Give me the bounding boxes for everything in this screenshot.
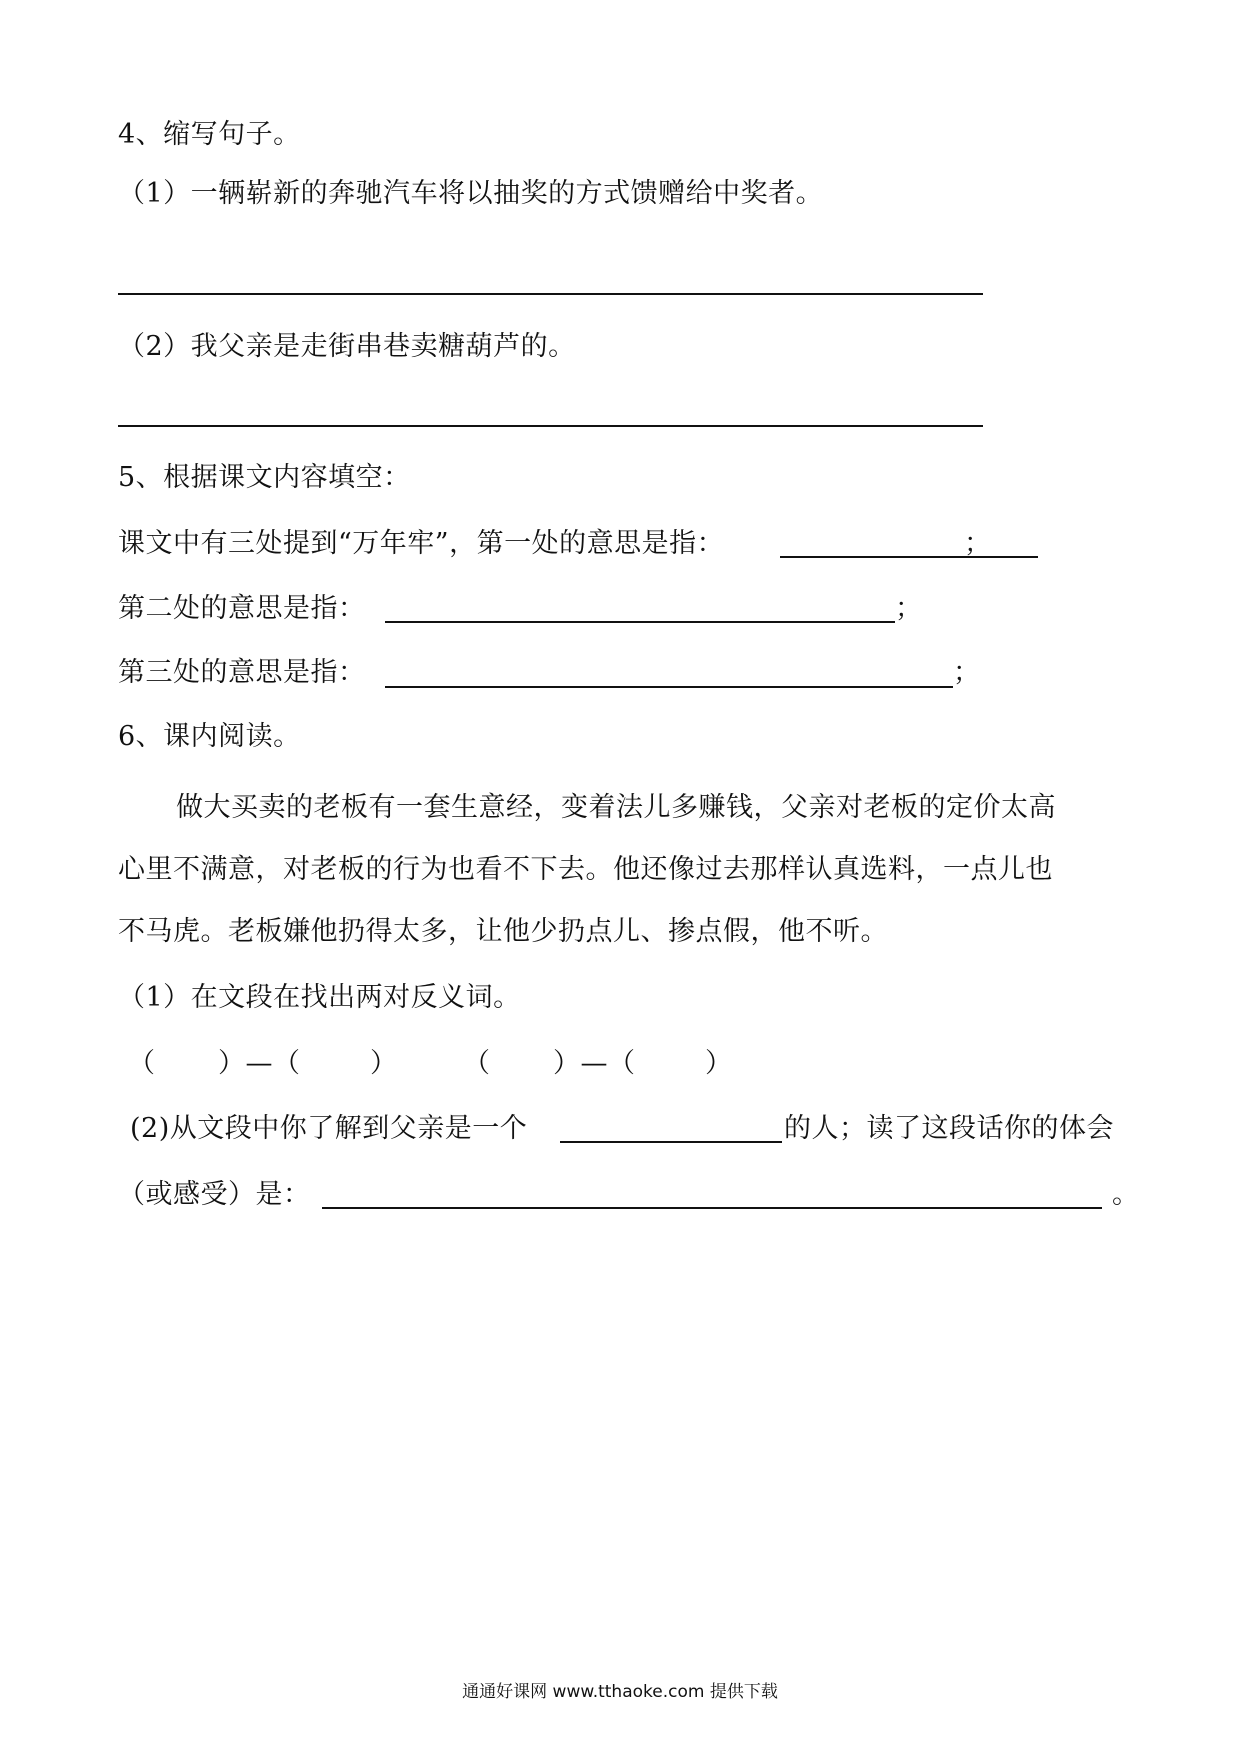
q6-sub-question-1: （1）在文段在找出两对反义词。 [118, 982, 521, 1013]
q6-passage-line-2: 心里不满意，对老板的行为也看不下去。他还像过去那样认真选料，一点儿也 [118, 854, 1053, 885]
q6-pair-2-dash: ）—（ [553, 1048, 636, 1079]
q5-line-2-end: ； [895, 593, 923, 624]
q6-pair-2-close: ） [705, 1048, 733, 1079]
q4-sentence-1: （1）一辆崭新的奔驰汽车将以抽奖的方式馈赠给中奖者。 [118, 178, 824, 209]
q5-line-1 [118, 527, 724, 561]
q6-sub-question-2-end: 。 [1112, 1179, 1140, 1210]
footer-credit: 通通好课网 www.tthaoke.com 提供下载 [462, 1682, 778, 1702]
q6-passage-line-3: 不马虎。老板嫌他扔得太多，让他少扔点儿、掺点假，他不听。 [118, 916, 888, 947]
q5-blank-3[interactable] [385, 686, 953, 688]
q4-sentence-2: （2）我父亲是走街串巷卖糖葫芦的。 [118, 331, 576, 362]
q5-blank-1[interactable] [780, 556, 1038, 558]
q4-answer-line-2[interactable] [118, 425, 983, 427]
q6-pair-2-open: （ [463, 1048, 491, 1079]
q6-pair-1-close: ） [370, 1048, 398, 1079]
q4-title: 4、缩写句子。 [118, 119, 301, 150]
q5-title: 5、根据课文内容填空： [118, 462, 411, 493]
q5-line-2-prompt: 第二处的意思是指： [118, 593, 366, 624]
q6-pair-1-dash: ）—（ [218, 1048, 301, 1079]
q6-pair-1-open: （ [128, 1048, 156, 1079]
q4-answer-line-1[interactable] [118, 293, 983, 295]
q6-blank-trait[interactable] [560, 1141, 782, 1143]
q6-sub-question-2-mid: 的人；读了这段话你的体会 [784, 1113, 1114, 1144]
q5-line-1-prompt: 课文中有三处提到“万年牢”，第一处的意思是指： [118, 528, 725, 559]
q5-blank-2[interactable] [385, 621, 895, 623]
q6-sub-question-2-start: (2)从文段中你了解到父亲是一个 [130, 1113, 528, 1144]
q6-passage-line-1: 做大买卖的老板有一套生意经，变着法儿多赚钱，父亲对老板的定价太高 [176, 792, 1056, 823]
q5-line-3-prompt: 第三处的意思是指： [118, 657, 366, 688]
q6-blank-feeling[interactable] [322, 1207, 1102, 1209]
q5-line-3-end: ； [953, 657, 981, 688]
q5-line-1-end: ； [964, 528, 992, 559]
q6-sub-question-2-cont: （或感受）是： [118, 1179, 311, 1210]
q6-title: 6、课内阅读。 [118, 721, 301, 752]
